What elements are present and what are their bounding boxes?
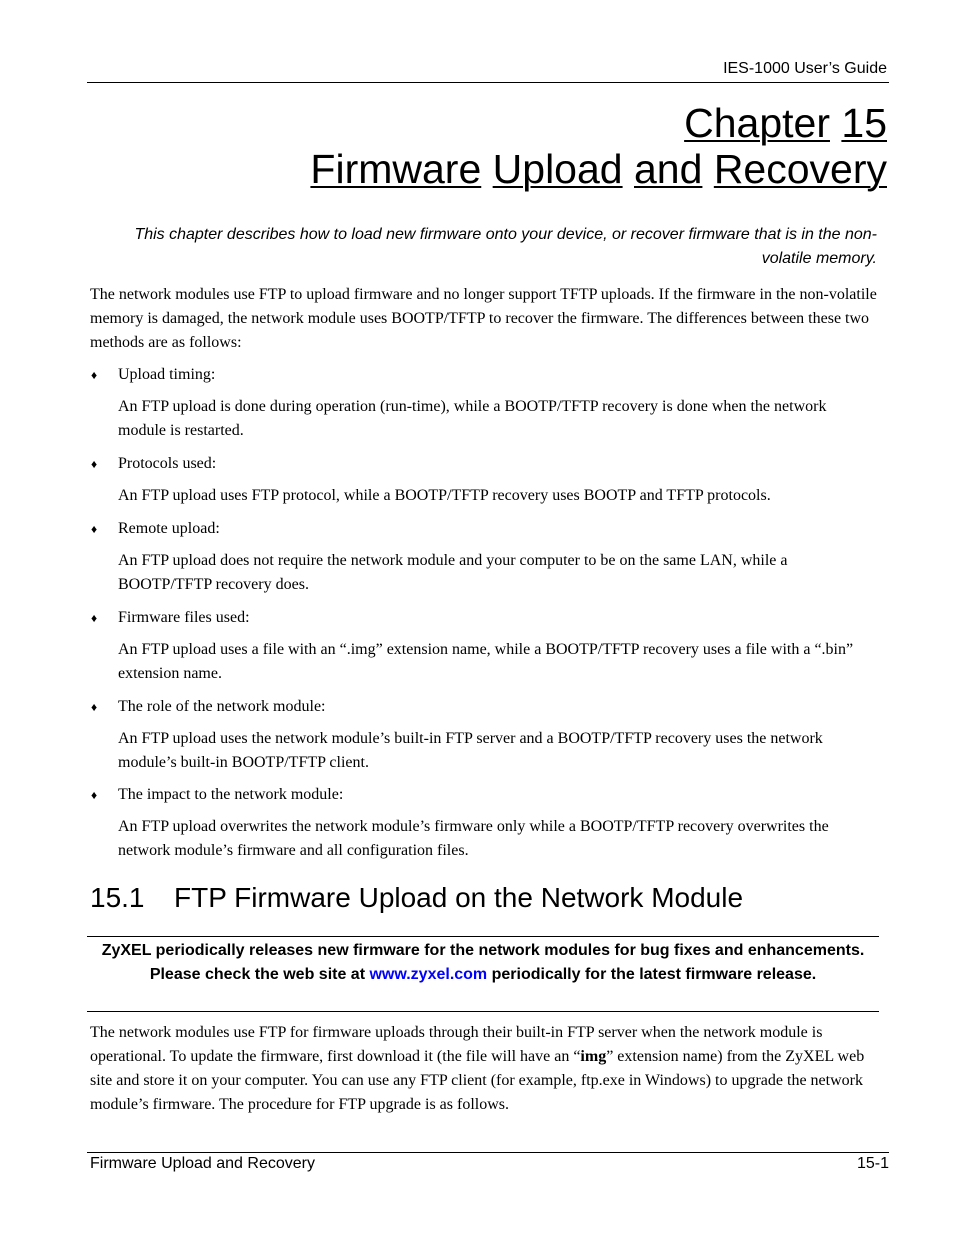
note-text: periodically for the latest firmware release. bbox=[487, 966, 817, 983]
note-text: ZyXEL periodically releases new firmware for the network modules for bug fixes and enhancements. Please check the web site at bbox=[101, 942, 865, 983]
intro-paragraph: The network modules use FTP to upload firmware and no longer support TFTP uploads. If the firmware in the non-volatile memory is damaged, the network module uses BOOTP/TFTP to recover the firmware. The differences between these two methods are as follows: bbox=[90, 286, 877, 351]
bullet-icon: ♦ bbox=[91, 788, 98, 802]
chapter-title-word: Firmware bbox=[310, 146, 482, 192]
bold-extension: img bbox=[580, 1048, 607, 1065]
section-heading bbox=[90, 880, 743, 916]
bullet-title: The role of the network module: bbox=[118, 698, 326, 715]
footer-chapter-title: Firmware Upload and Recovery bbox=[90, 1155, 315, 1172]
bullet-description: An FTP upload uses FTP protocol, while a BOOTP/TFTP recovery uses BOOTP and TFTP protocols. bbox=[118, 487, 771, 504]
bullet-title: The impact to the network module: bbox=[118, 786, 344, 803]
section-title: FTP Firmware Upload on the Network Module bbox=[174, 882, 744, 913]
bullet-title: Firmware files used: bbox=[118, 609, 250, 626]
bullet-description: An FTP upload uses a file with an “.img” extension name, while a BOOTP/TFTP recovery uses a file with a “.bin” extension name. bbox=[118, 641, 854, 682]
paragraph-text: ” extension name) from the ZyXEL web site and store it on your computer. You can use any FTP client (for example, ftp.exe in Windows) to upgrade the network module’s firmware. The procedure for FTP upgrade is as follows. bbox=[90, 1048, 865, 1113]
bullet-title: Remote upload: bbox=[118, 520, 220, 537]
note-bottom-rule bbox=[87, 1011, 879, 1012]
chapter-intro: This chapter describes how to load new firmware onto your device, or recover firmware that is in the non-volatile memory. bbox=[134, 226, 877, 267]
section-number: 15.1 bbox=[90, 882, 145, 913]
chapter-title-word: and bbox=[634, 146, 703, 192]
running-header: IES-1000 User’s Guide bbox=[723, 60, 887, 77]
note-box bbox=[87, 939, 879, 987]
bullet-icon: ♦ bbox=[91, 457, 98, 471]
chapter-title-word: Upload bbox=[492, 146, 623, 192]
bullet-description: An FTP upload does not require the network module and your computer to be on the same LAN, while a BOOTP/TFTP recovery does. bbox=[118, 552, 788, 593]
bullet-icon: ♦ bbox=[91, 611, 98, 625]
chapter-number: 15 bbox=[841, 100, 887, 146]
bullet-icon: ♦ bbox=[91, 368, 98, 382]
paragraph-text: The network modules use FTP for firmware uploads through their built-in FTP server when the network module is operational. To update the firmware, first download it (the file will have an “ bbox=[90, 1024, 823, 1065]
chapter-word: Chapter bbox=[684, 100, 830, 146]
ftp-upload-paragraph bbox=[90, 1021, 885, 1117]
chapter-title bbox=[310, 100, 887, 192]
note-top-rule bbox=[87, 936, 879, 937]
bullet-icon: ♦ bbox=[91, 700, 98, 714]
bullet-description: An FTP upload overwrites the network module’s firmware only while a BOOTP/TFTP recovery overwrites the network module’s firmware and all configuration files. bbox=[118, 818, 829, 859]
bullet-title: Protocols used: bbox=[118, 455, 217, 472]
bullet-description: An FTP upload is done during operation (run-time), while a BOOTP/TFTP recovery is done when the network module is restarted. bbox=[118, 398, 827, 439]
bullet-icon: ♦ bbox=[91, 522, 98, 536]
page-number: 15-1 bbox=[856, 1155, 889, 1172]
chapter-title-word: Recovery bbox=[713, 146, 887, 192]
zyxel-website-link[interactable]: www.zyxel.com bbox=[369, 966, 488, 983]
bullet-description: An FTP upload uses the network module’s built-in FTP server and a BOOTP/TFTP recovery uses the network module’s built-in BOOTP/TFTP client. bbox=[118, 730, 823, 771]
bullet-title: Upload timing: bbox=[118, 366, 216, 383]
header-rule bbox=[87, 82, 889, 83]
